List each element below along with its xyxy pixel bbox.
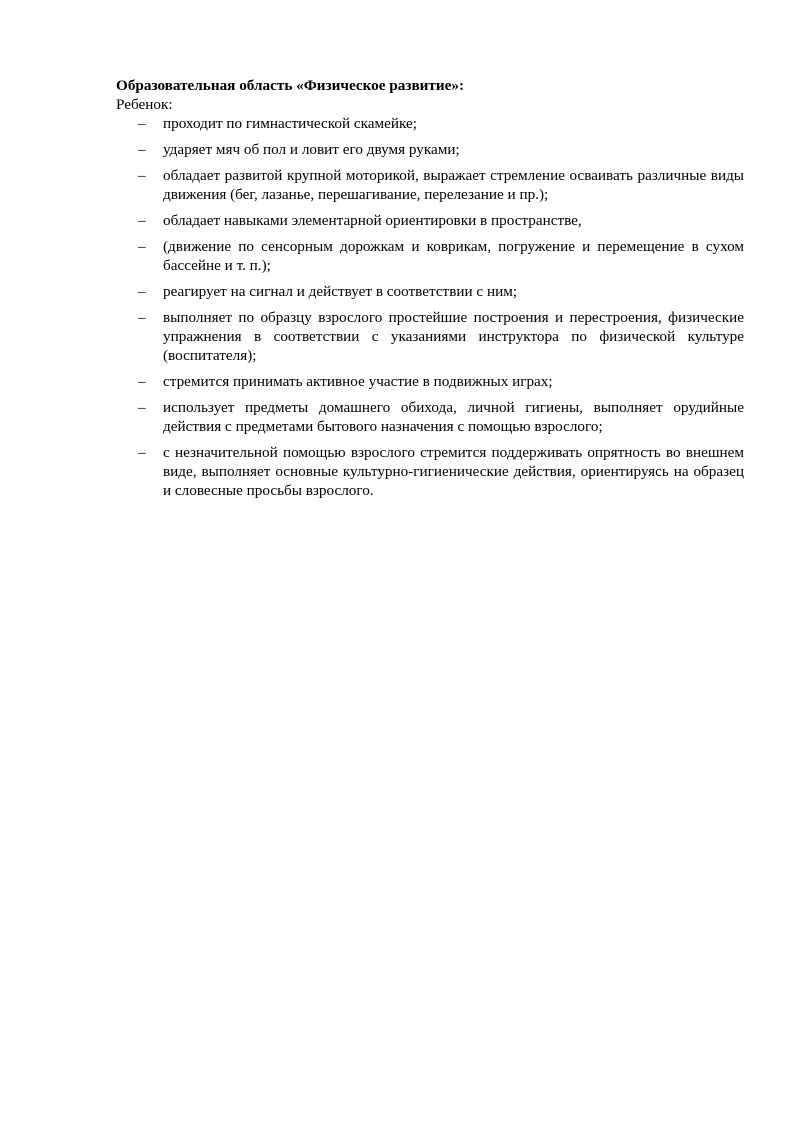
dash-bullet-icon: – <box>138 115 146 132</box>
dash-bullet-icon: – <box>138 309 146 326</box>
dash-bullet-icon: – <box>138 399 146 416</box>
dash-bullet-icon: – <box>138 444 146 461</box>
list-item <box>116 398 744 436</box>
list-item <box>116 114 744 133</box>
list-item <box>116 443 744 500</box>
dash-bullet-icon: – <box>138 141 146 158</box>
section-heading: Образовательная область «Физическое развитие»: <box>116 77 464 94</box>
dash-bullet-icon: – <box>138 212 146 229</box>
list-item <box>116 166 744 204</box>
list-item-text: обладает развитой крупной моторикой, выражает стремление осваивать различные виды движения (бег, лазанье, перешагивание, перелезание и пр.); <box>163 167 744 203</box>
document-content <box>116 76 744 500</box>
list-item <box>116 282 744 301</box>
list-item-text: с незначительной помощью взрослого стремится поддерживать опрятность во внешнем виде, выполняет основные культурно-гигиенические действия, ориентируясь на образец и словесные просьбы взрослого. <box>163 444 744 499</box>
list-item-text: использует предметы домашнего обихода, личной гигиены, выполняет орудийные действия с предметами бытового назначения с помощью взрослого; <box>163 399 744 435</box>
dash-bullet-icon: – <box>138 373 146 390</box>
list-item <box>116 140 744 159</box>
list-item <box>116 372 744 391</box>
list-item-text: стремится принимать активное участие в подвижных играх; <box>163 373 553 390</box>
list-item-text: реагирует на сигнал и действует в соответствии с ним; <box>163 283 518 300</box>
list-item-text: обладает навыками элементарной ориентировки в пространстве, <box>163 212 582 229</box>
list-item-text: (движение по сенсорным дорожкам и коврикам, погружение и перемещение в сухом бассейне и т. п.); <box>163 238 744 274</box>
list-item-text: выполняет по образцу взрослого простейшие построения и перестроения, физические упражнения в соответствии с указаниями инструктора по физической культуре (воспитателя); <box>163 309 744 364</box>
list-item <box>116 211 744 230</box>
outcomes-list <box>116 114 744 500</box>
list-item-text: ударяет мяч об пол и ловит его двумя руками; <box>163 141 460 158</box>
list-item-text: проходит по гимнастической скамейке; <box>163 115 417 132</box>
list-item <box>116 237 744 275</box>
list-item <box>116 308 744 365</box>
dash-bullet-icon: – <box>138 167 146 184</box>
dash-bullet-icon: – <box>138 238 146 255</box>
subject-label: Ребенок: <box>116 96 173 113</box>
dash-bullet-icon: – <box>138 283 146 300</box>
